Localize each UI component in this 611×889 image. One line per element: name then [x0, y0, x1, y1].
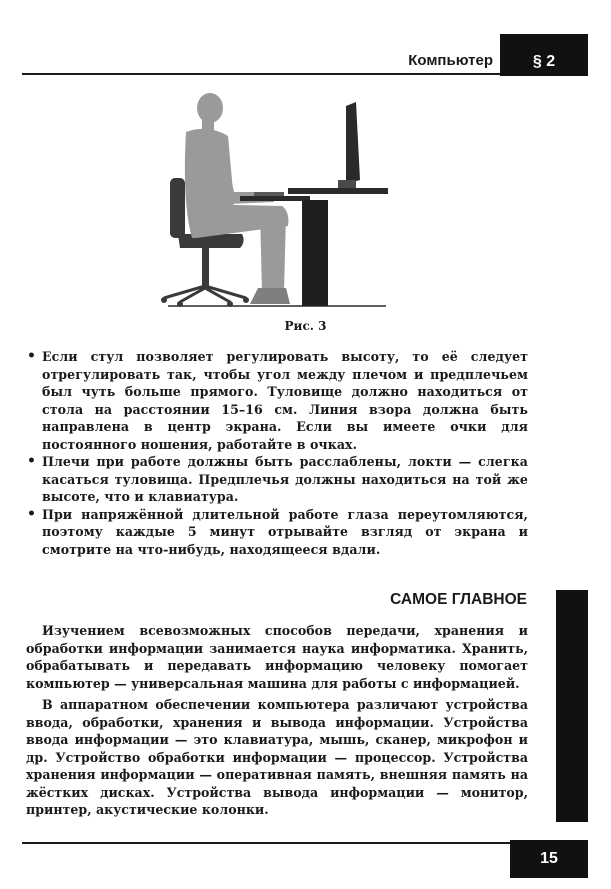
page-number: 15	[510, 840, 588, 878]
list-item: • При напряжённой длительной работе глаза переутомляются, поэтому каждые 5 минут отрывайте взгляд от экрана и смотрите на что-нибудь, находящееся вдали.	[26, 506, 528, 559]
chair-wheel	[227, 301, 233, 307]
ergonomics-figure	[150, 92, 390, 314]
list-item: • Плечи при работе должны быть расслаблены, локти — слегка касаться туловища. Предплечья должны находиться на той же высоте, что и клавиатура.	[26, 453, 528, 506]
figure-caption: Рис. 3	[284, 319, 327, 333]
keyboard-tray	[240, 196, 310, 201]
summary-text	[26, 622, 528, 823]
section-badge: § 2	[500, 34, 588, 76]
chapter-title: Компьютер	[408, 52, 493, 69]
person-shin	[260, 212, 286, 292]
header-rule	[22, 73, 501, 75]
chair-wheel	[177, 301, 183, 307]
list-item: • Если стул позволяет регулировать высоту, то её следует отрегулировать так, чтобы угол между плечом и предплечьем был чуть больше прямого. Туловище должно находиться от стола на расстоянии 15–16 см. Линия взора должна быть направлена в центр экрана. Если вы имеете очки для постоянного ношения, работайте в очках.	[26, 348, 528, 453]
chair-seat	[178, 234, 244, 248]
monitor	[338, 102, 360, 188]
chair-post	[202, 248, 209, 286]
person-neck	[202, 120, 214, 130]
person-head	[197, 93, 223, 123]
ergonomic-rules-list	[26, 348, 528, 558]
keyboard	[254, 192, 284, 196]
monitor-stand	[338, 180, 356, 188]
section-heading: САМОЕ ГЛАВНОЕ	[390, 591, 527, 608]
side-marker-bar	[556, 590, 588, 822]
summary-paragraph: В аппаратном обеспечении компьютера различают устройства ввода, обработки, хранения и вывода информации. Устройства ввода информации — это клавиатура, мышь, сканер, микрофон и др. Устройство обработки информации — процессор. Устройства хранения информации — оперативная память, внешняя память на жёстких дисках. Устройства вывода информации — монитор, принтер, акустические колонки.	[26, 697, 528, 817]
chair-wheel	[243, 297, 249, 303]
footer-rule	[22, 842, 511, 844]
person-foot	[250, 288, 290, 304]
chair-backrest	[170, 178, 185, 238]
summary-paragraph: Изучением всевозможных способов передачи, хранения и обработки информации занимается наука информатика. Хранить, обрабатывать и передавать информацию человеку помогает компьютер — универсальная машина для работы с информацией.	[26, 623, 528, 691]
desk-top	[288, 188, 388, 194]
chair-wheel	[161, 297, 167, 303]
desk-leg	[302, 200, 328, 306]
chair-base	[164, 286, 246, 302]
monitor-screen	[346, 102, 360, 184]
